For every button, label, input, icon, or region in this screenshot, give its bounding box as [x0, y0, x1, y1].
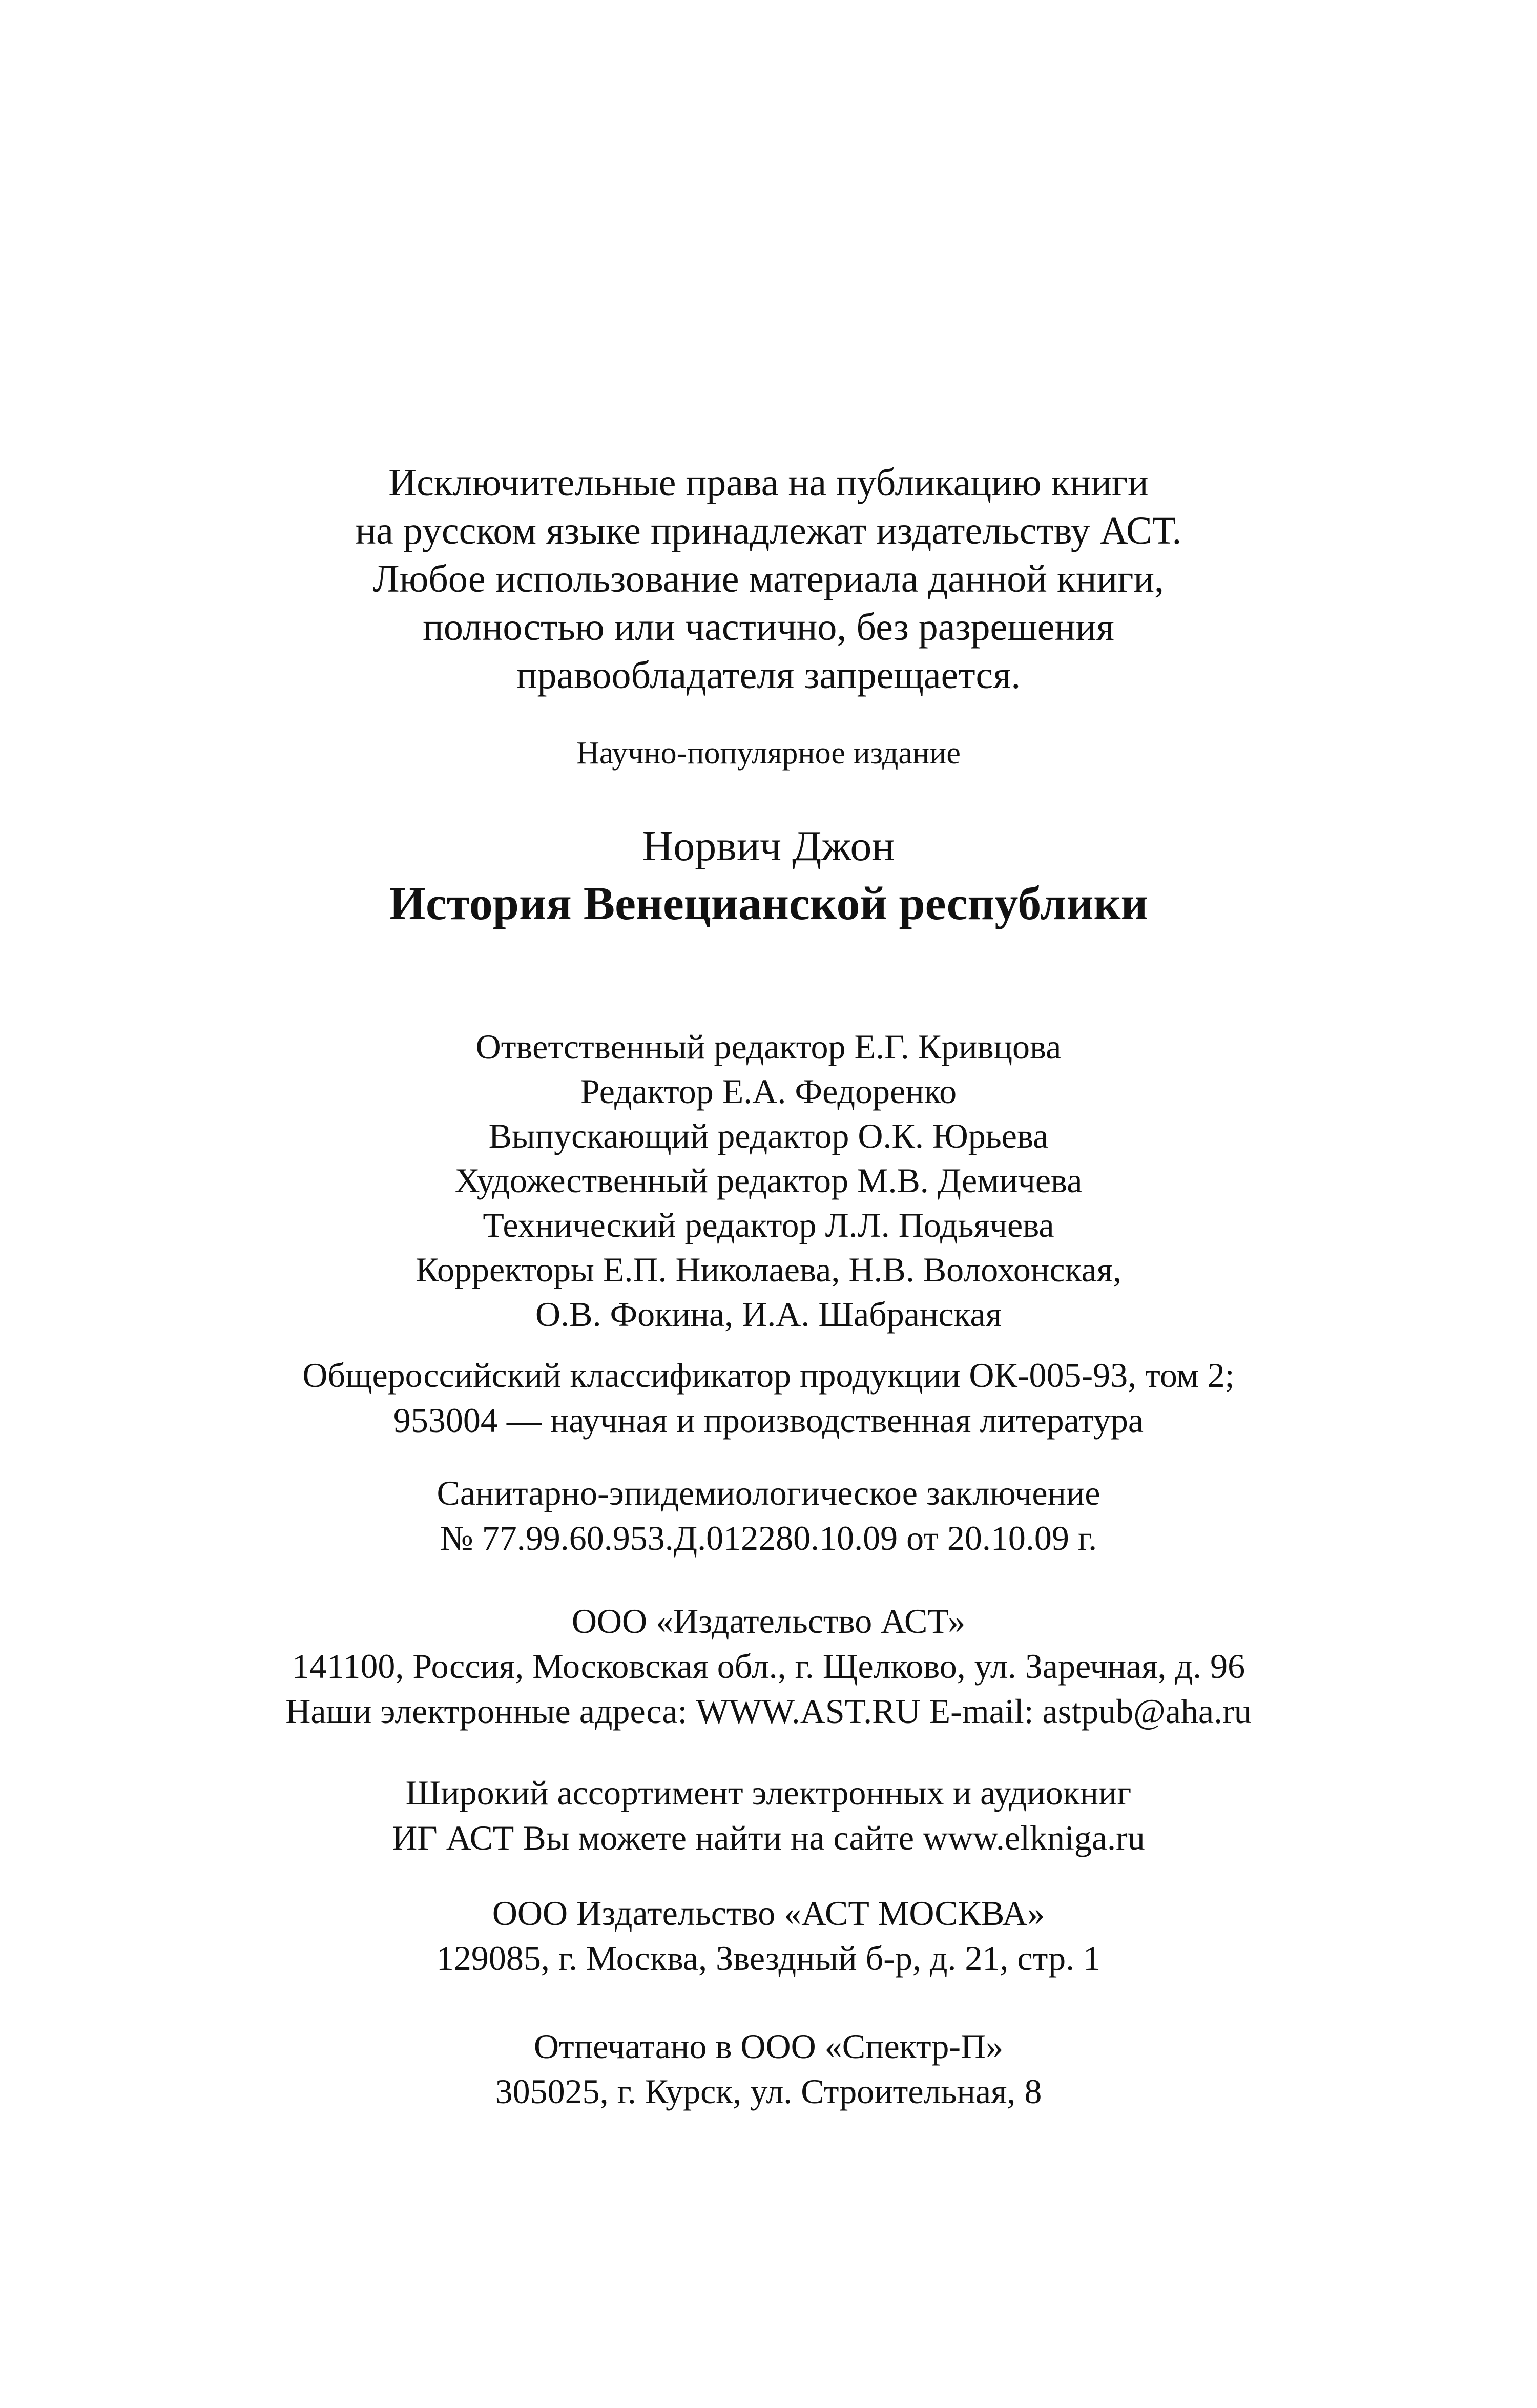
editorial-staff [0, 1025, 1537, 1337]
publisher2-line: 129085, г. Москва, Звездный б-р, д. 21, стр. 1 [436, 1939, 1101, 1978]
title-text: История Венецианской республики [389, 877, 1148, 929]
sanitary-line: № 77.99.60.953.Д.012280.10.09 от 20.10.09 г. [440, 1519, 1097, 1558]
staff-line: Технический редактор Л.Л. Подьячева [483, 1206, 1054, 1244]
staff-line: Редактор Е.А. Федоренко [580, 1072, 957, 1111]
assortment-line: ИГ АСТ Вы можете найти на сайте www.elkniga.ru [392, 1818, 1145, 1857]
sanitary-certificate [0, 1470, 1537, 1561]
rights-notice [0, 459, 1537, 699]
publisher-line: ООО «Издательство АСТ» [571, 1602, 966, 1641]
staff-line: Корректоры Е.П. Николаева, Н.В. Волохонская, [416, 1250, 1121, 1289]
rights-notice-line: правообладателя запрещается. [516, 654, 1021, 697]
edition-genre [0, 733, 1537, 774]
rights-notice-line: на русском языке принадлежат издательству АСТ. [355, 509, 1182, 552]
author-name: Норвич Джон [642, 822, 895, 870]
publisher-moscow-info [0, 1891, 1537, 1981]
publisher2-line: ООО Издательство «АСТ МОСКВА» [492, 1894, 1045, 1933]
rights-notice-line: полностью или частично, без разрешения [423, 606, 1114, 649]
classifier-line: Общероссийский классификатор продукции ОК-005-93, том 2; [302, 1356, 1235, 1395]
rights-notice-line: Исключительные права на публикацию книги [388, 461, 1149, 504]
rights-notice-line: Любое использование материала данной книги, [372, 557, 1165, 600]
printer-info [0, 2024, 1537, 2114]
staff-line: Выпускающий редактор О.К. Юрьева [488, 1116, 1049, 1155]
staff-line: О.В. Фокина, И.А. Шабранская [535, 1295, 1002, 1334]
ebook-assortment-note [0, 1770, 1537, 1860]
sanitary-line: Санитарно-эпидемиологическое заключение [437, 1473, 1100, 1512]
book-author [0, 820, 1537, 873]
book-title [0, 875, 1537, 931]
product-classifier [0, 1353, 1537, 1443]
assortment-line: Широкий ассортимент электронных и аудиокниг [405, 1773, 1132, 1812]
publisher-line: 141100, Россия, Московская обл., г. Щелково, ул. Заречная, д. 96 [292, 1647, 1245, 1686]
publisher-info [0, 1599, 1537, 1734]
classifier-line: 953004 — научная и производственная литература [393, 1401, 1144, 1440]
publisher-line: Наши электронные адреса: WWW.AST.RU E-mail: astpub@aha.ru [285, 1692, 1252, 1731]
staff-line: Ответственный редактор Е.Г. Кривцова [475, 1027, 1062, 1066]
printer-line: 305025, г. Курск, ул. Строительная, 8 [495, 2072, 1042, 2111]
staff-line: Художественный редактор М.В. Демичева [454, 1161, 1083, 1200]
genre-label: Научно-популярное издание [576, 736, 961, 771]
printer-line: Отпечатано в ООО «Спектр-П» [533, 2027, 1004, 2066]
